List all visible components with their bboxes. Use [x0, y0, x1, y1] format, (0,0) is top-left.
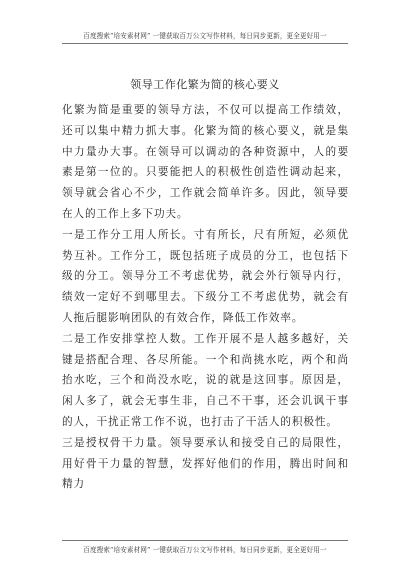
page-footer: 百度搜索“培安素材网” 一键获取百万公文写作材料，每日同步更新，更全更好用一 [83, 546, 327, 554]
header-divider [62, 43, 348, 44]
document-body [62, 100, 349, 495]
paragraph-1: 化繁为简是重要的领导方法，不仅可以提高工作绩效，还可以集中精力抓大事。化繁为简的核心要义，就是集中力量办大事。在领导可以调动的各种资源中，人的要素是第一位的。只要能把人的积极性创造性调动起来，领导就会省心不少，工作就会简单许多。因此，领导要在人的工作上多下功夫。 [62, 104, 349, 220]
paragraph-2: 一是工作分工用人所长。寸有所长，尺有所短，必须优势互补。工作分工，既包括班子成员的分工，也包括下级的分工。领导分工不考虑优势，就会外行领导内行，绩效一定好不到哪里去。下级分工不考虑优势，就会有人拖后腿影响团队的有效合作，降低工作效率。 [62, 228, 349, 324]
document-title: 领导工作化繁为简的核心要义 [130, 78, 280, 91]
footer-divider [62, 540, 348, 541]
page-header: 百度搜索“培安素材网” 一键获取百万公文写作材料，每日同步更新，更全更好用一 [83, 32, 327, 40]
paragraph-3: 二是工作安排掌控人数。工作开展不是人越多越好，关键是搭配合理、各尽所能。一个和尚挑水吃，两个和尚抬水吃，三个和尚没水吃，说的就是这回事。原因是，闲人多了，就会无事生非，自己不干事，还会讥讽干事的人，干扰正常工作不说，也打击了干活人的积极性。 [62, 332, 349, 428]
paragraph-4: 三是授权骨干力量。领导要承认和接受自己的局限性，用好骨干力量的智慧，发挥好他们的作用，腾出时间和精力 [62, 436, 349, 491]
